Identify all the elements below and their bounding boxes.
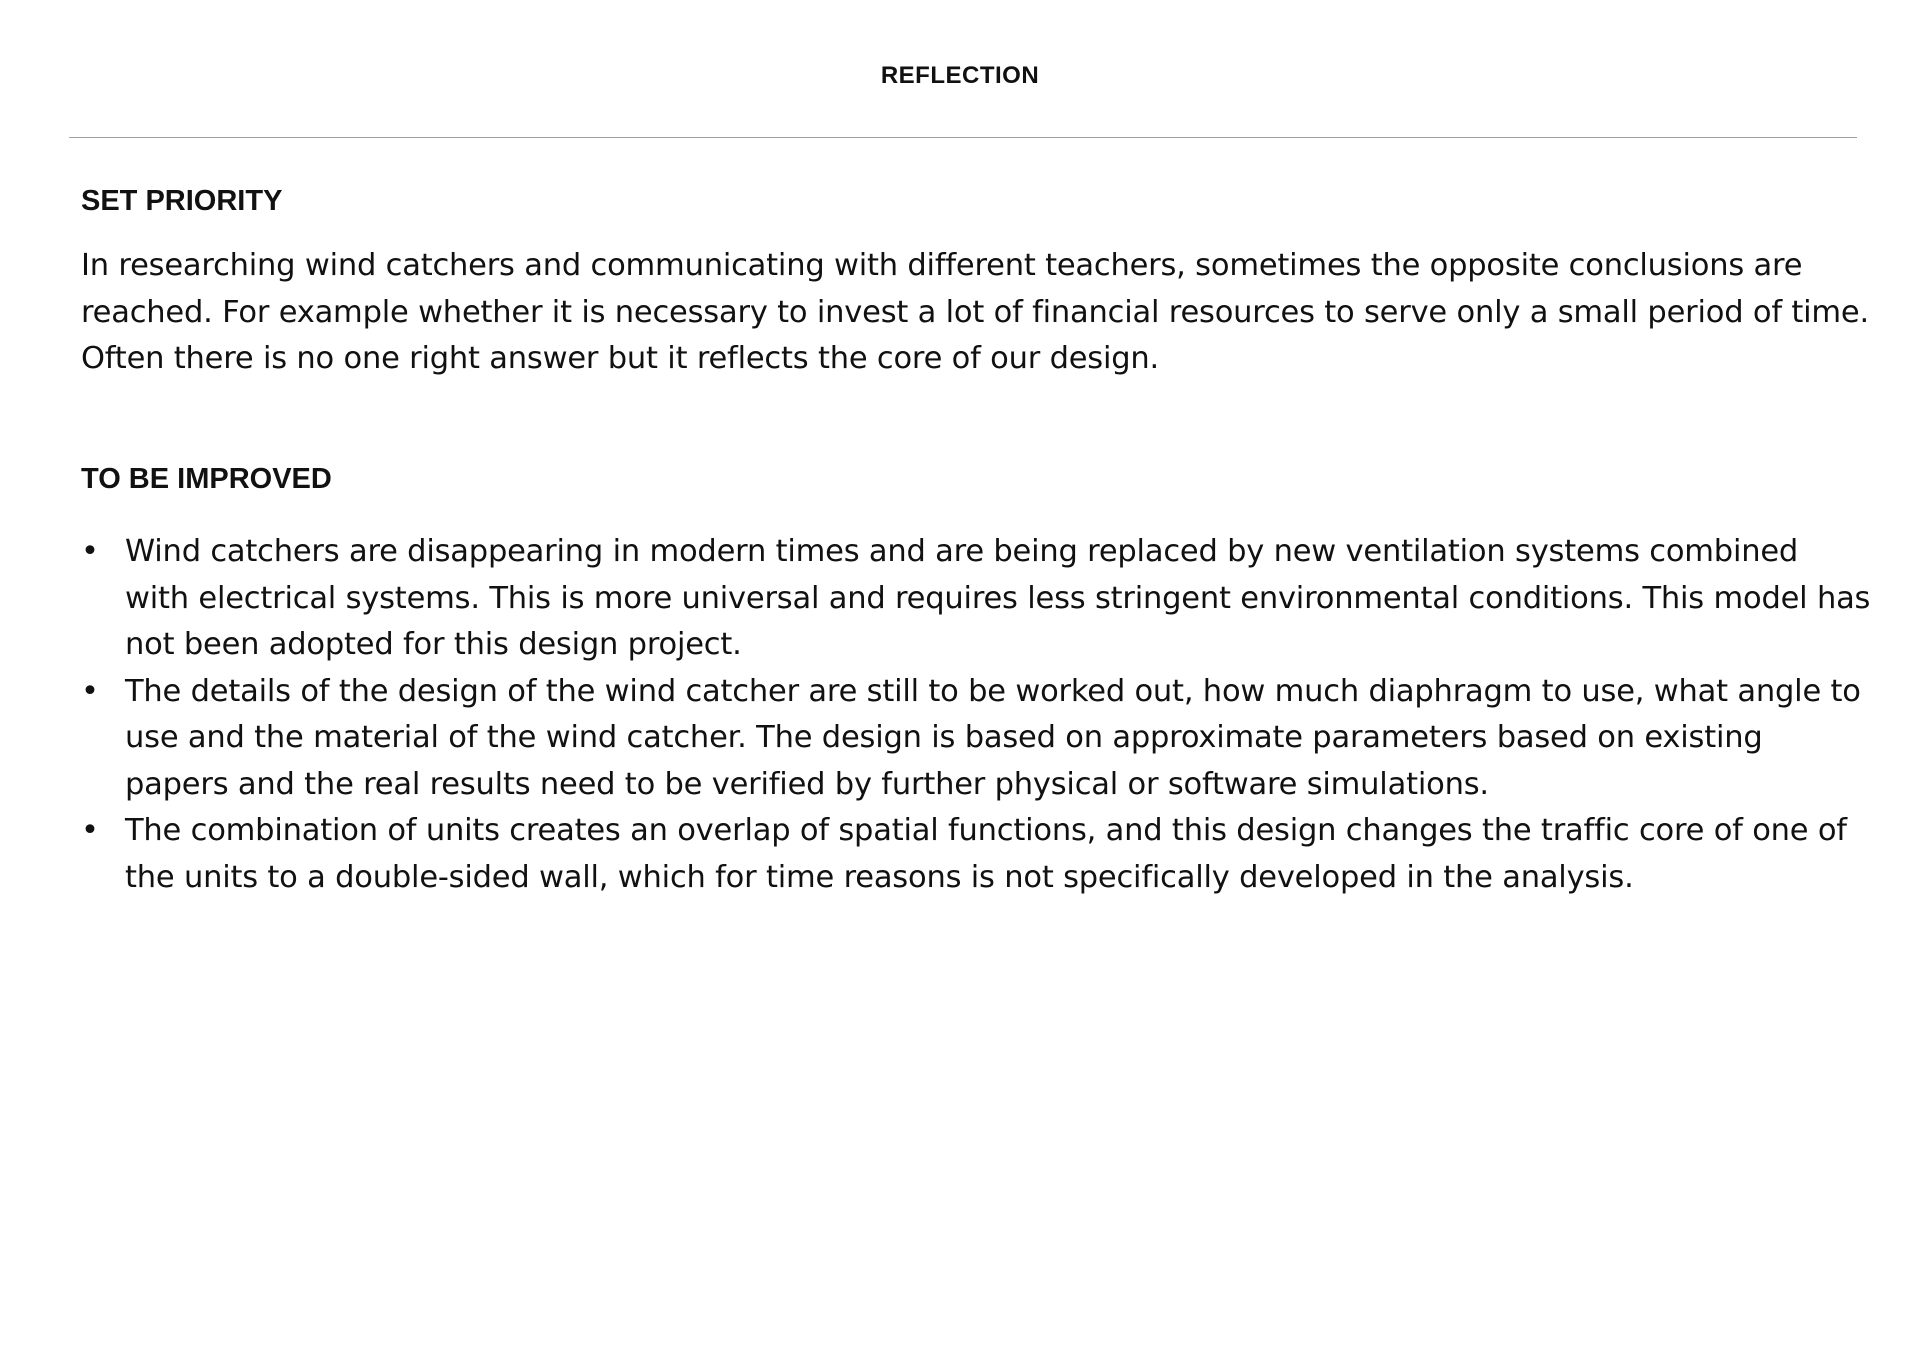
list-item-text: The details of the design of the wind catcher are still to be worked out, how much diaphragm to use, what angle to use and the material of the wind catcher. The design is based on approximate parameters based on existing papers and the real results need to be verified by further physical or software simulations. xyxy=(125,673,1861,802)
list-item xyxy=(81,529,1871,669)
bullet-icon: • xyxy=(81,673,99,709)
section-title-set-priority: SET PRIORITY xyxy=(81,185,283,217)
section-title-to-be-improved: TO BE IMPROVED xyxy=(81,463,332,495)
list-item xyxy=(81,669,1871,809)
page-title: REFLECTION xyxy=(880,62,1040,89)
to-be-improved-section xyxy=(81,462,1871,901)
list-item-text: Wind catchers are disappearing in modern times and are being replaced by new ventilation systems combined with electrical systems. This is more universal and requires less stringent environmental conditions. This model has not been adopted for this design project. xyxy=(125,534,1871,662)
bullet-icon: • xyxy=(81,813,99,848)
bullet-icon: • xyxy=(81,534,99,569)
set-priority-section xyxy=(81,184,1871,383)
header-divider xyxy=(69,137,1857,138)
list-item xyxy=(81,808,1871,901)
improvement-list xyxy=(81,529,1871,901)
set-priority-paragraph: In researching wind catchers and communicating with different teachers, sometimes the opposite conclusions are reached. For example whether it is necessary to invest a lot of financial resources to serve only a small period of time. Often there is no one right answer but it reflects the core of our design. xyxy=(81,248,1869,376)
list-item-text: The combination of units creates an overlap of spatial functions, and this design changes the traffic core of one of the units to a double-sided wall, which for time reasons is not specifically developed in the analysis. xyxy=(125,813,1847,895)
